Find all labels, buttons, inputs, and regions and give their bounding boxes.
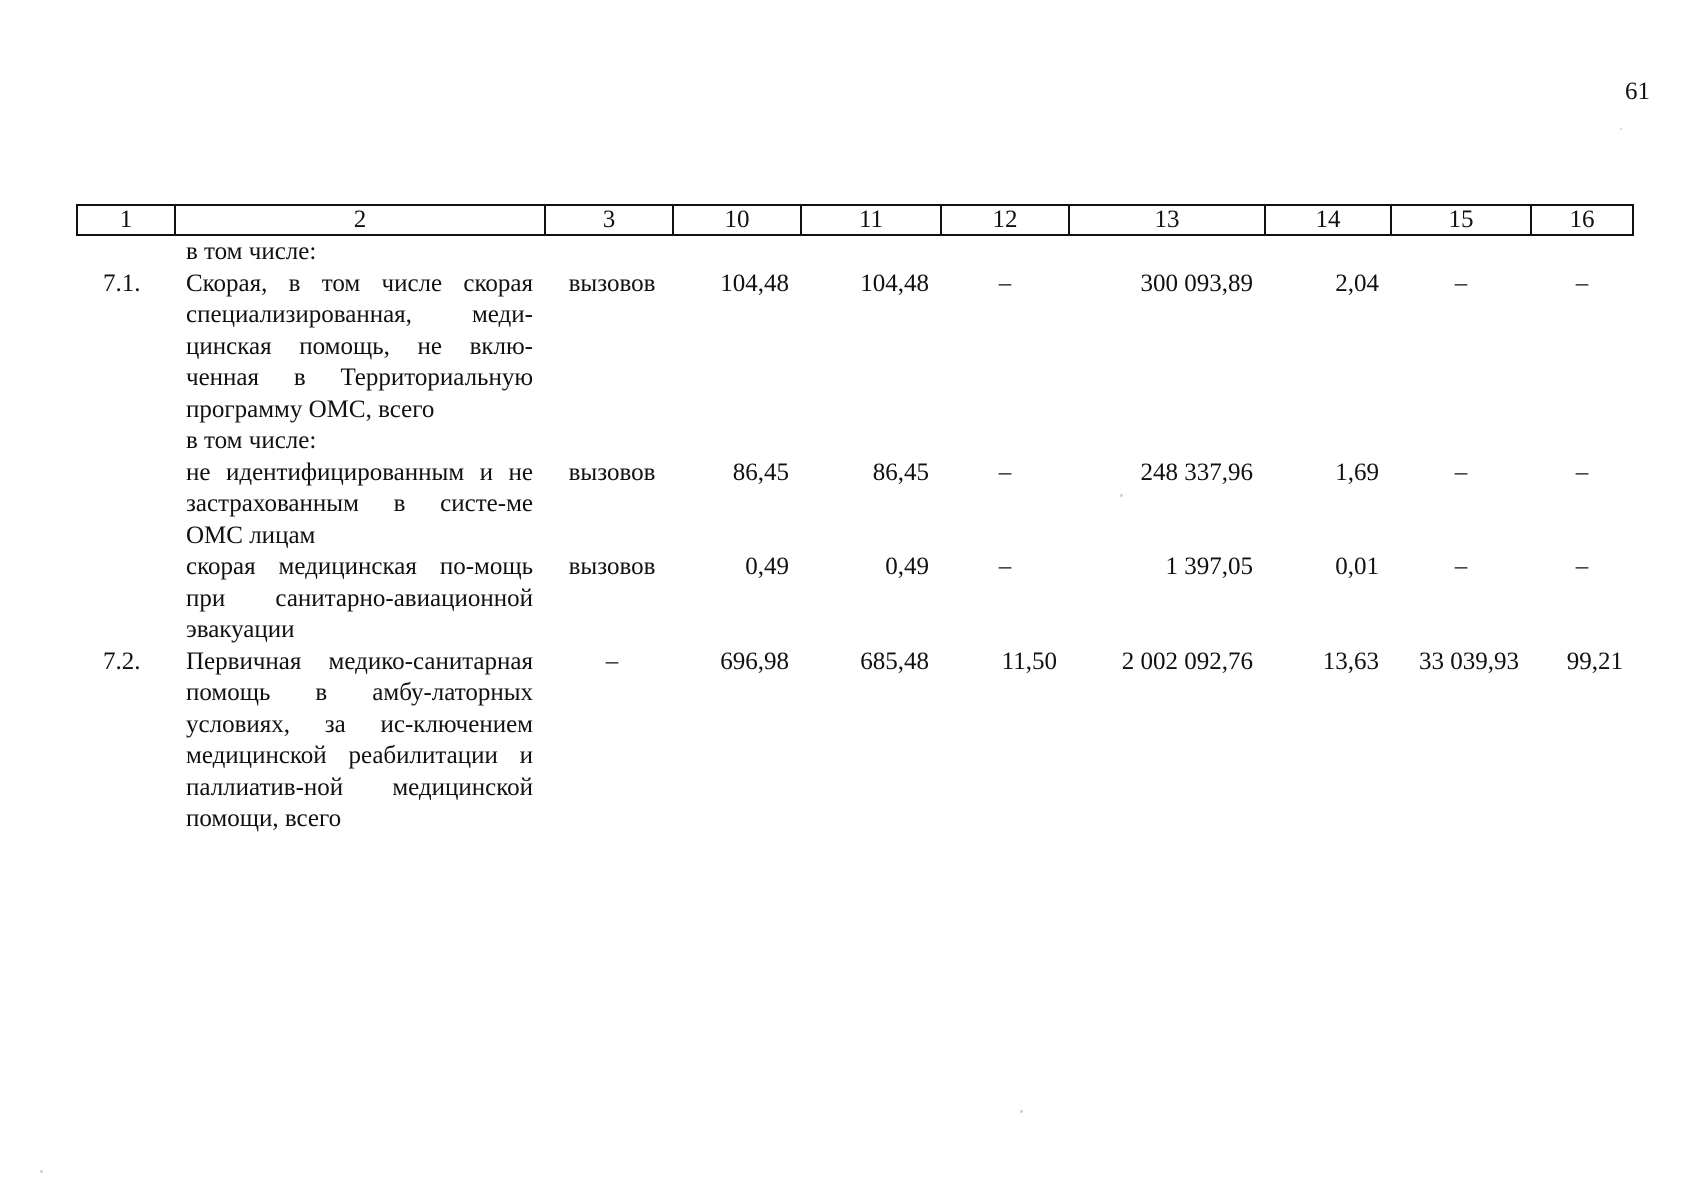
cell-col-15: – (1454, 269, 1468, 297)
cell-col-11 (801, 235, 941, 268)
cell-col-12: – (998, 269, 1012, 297)
row-name: в том числе: (186, 427, 317, 454)
cell-col-14: 2,04 (1335, 269, 1379, 297)
cell-col-16: – (1575, 553, 1589, 580)
cell-col-12: – (998, 458, 1012, 486)
row-unit: – (605, 647, 619, 675)
row-number (77, 425, 175, 457)
row-name: не идентифицированным и не застрахованным в систе-ме ОМС лицам (186, 458, 533, 549)
cell-col-12 (941, 425, 1069, 457)
financing-table (76, 204, 1634, 835)
cell-col-11: 0,49 (885, 553, 929, 580)
row-number (77, 235, 175, 268)
table-row (77, 235, 1633, 268)
scan-speck (40, 1170, 43, 1173)
column-header: 16 (1531, 205, 1633, 235)
cell-col-11: 685,48 (860, 647, 929, 675)
table-row (77, 646, 1633, 835)
document-table-container (76, 204, 1632, 835)
row-number: 7.2. (103, 647, 141, 675)
table-header (77, 205, 1633, 235)
table-row (77, 425, 1633, 457)
cell-col-14: 1,69 (1335, 458, 1379, 486)
row-name: скорая медицинская по-мощь при санитарно-авиационной эвакуации (186, 553, 533, 643)
row-number: 7.1. (103, 269, 141, 297)
cell-col-10 (673, 235, 801, 268)
cell-col-13 (1069, 235, 1265, 268)
cell-col-15 (1391, 425, 1531, 457)
scan-speck (1120, 494, 1123, 497)
column-header: 12 (941, 205, 1069, 235)
cell-col-13: 1 397,05 (1165, 553, 1253, 580)
cell-col-15: 33 039,93 (1419, 647, 1519, 675)
cell-col-14 (1265, 425, 1391, 457)
cell-col-11: 104,48 (860, 269, 929, 297)
cell-col-10: 0,49 (745, 553, 789, 580)
cell-col-13 (1069, 425, 1265, 457)
row-name: Скорая, в том числе скорая специализированная, меди-цинская помощь, не вклю-ченная в Территориальную программу ОМС, всего (186, 269, 533, 423)
cell-col-10: 104,48 (720, 269, 789, 297)
column-header: 1 (77, 205, 175, 235)
row-unit: вызовов (568, 269, 656, 297)
table-row (77, 551, 1633, 646)
cell-col-12: 11,50 (1001, 647, 1057, 675)
row-number (77, 457, 175, 552)
cell-col-11 (801, 425, 941, 457)
column-header: 14 (1265, 205, 1391, 235)
page-number: 61 (1625, 78, 1650, 105)
cell-col-16: – (1575, 458, 1589, 486)
cell-col-13: 2 002 092,76 (1121, 647, 1253, 675)
table-row (77, 457, 1633, 552)
cell-col-15: – (1454, 458, 1468, 486)
column-header: 10 (673, 205, 801, 235)
scan-speck (1020, 1110, 1023, 1113)
cell-col-15 (1391, 235, 1531, 268)
row-number (77, 551, 175, 646)
cell-col-16 (1531, 235, 1633, 268)
cell-col-16: – (1575, 269, 1589, 297)
scan-speck (1620, 128, 1622, 130)
column-header: 11 (801, 205, 941, 235)
cell-col-10 (673, 425, 801, 457)
row-unit (545, 235, 673, 268)
cell-col-10: 86,45 (732, 458, 789, 486)
row-unit: вызовов (568, 458, 656, 486)
column-header: 2 (175, 205, 545, 235)
cell-col-13: 300 093,89 (1140, 269, 1253, 297)
cell-col-11: 86,45 (872, 458, 929, 486)
column-header: 15 (1391, 205, 1531, 235)
cell-col-13: 248 337,96 (1140, 458, 1253, 486)
cell-col-14: 13,63 (1322, 647, 1379, 675)
column-number-row (77, 205, 1633, 235)
column-header: 13 (1069, 205, 1265, 235)
cell-col-12: – (998, 553, 1012, 580)
row-unit (545, 425, 673, 457)
cell-col-15: – (1454, 553, 1468, 580)
cell-col-16 (1531, 425, 1633, 457)
row-unit: вызовов (568, 553, 656, 580)
cell-col-12 (941, 235, 1069, 268)
cell-col-14: 0,01 (1335, 553, 1379, 580)
cell-col-16: 99,21 (1566, 647, 1623, 675)
column-header: 3 (545, 205, 673, 235)
row-name: Первичная медико-санитарная помощь в амбу-латорных условиях, за ис-ключением медицинской реабилитации и паллиатив-ной медицинской помощи, всего (186, 647, 533, 832)
table-row (77, 268, 1633, 426)
cell-col-14 (1265, 235, 1391, 268)
cell-col-10: 696,98 (720, 647, 789, 675)
row-name: в том числе: (186, 238, 317, 265)
table-body (77, 235, 1633, 835)
